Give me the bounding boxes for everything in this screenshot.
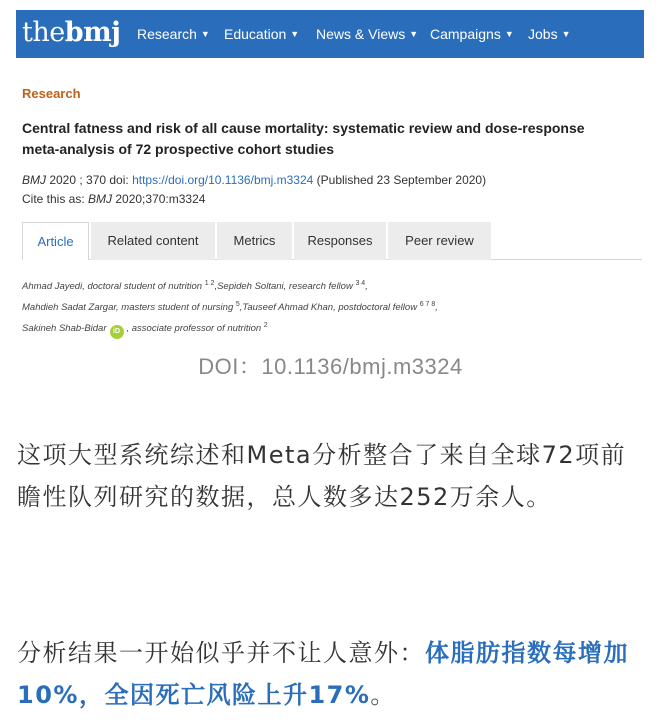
cite-as-line	[22, 191, 205, 207]
affiliation-ref[interactable]: 1 2	[204, 280, 215, 287]
chevron-down-icon: ▼	[409, 29, 419, 39]
chevron-down-icon: ▼	[561, 29, 571, 39]
citation-line	[22, 172, 486, 188]
top-navbar	[16, 10, 644, 58]
nav-research-label: Research	[137, 26, 197, 42]
chevron-down-icon: ▼	[504, 29, 514, 39]
logo-prefix: the	[22, 17, 65, 48]
affiliation-ref[interactable]: 3 4	[355, 280, 366, 287]
nav-jobs[interactable]	[528, 24, 571, 44]
tab-peer-review[interactable]: Peer review	[388, 222, 491, 260]
nav-campaigns[interactable]	[430, 24, 514, 44]
body-paragraph: 这项大型系统综述和Meta分析整合了来自全球72项前瞻性队列研究的数据，总人数多达252万余人。	[17, 441, 627, 511]
doi-link[interactable]: https://doi.org/10.1136/bmj.m3324	[132, 173, 314, 187]
author-name[interactable]: Ahmad Jayedi, doctoral student of nutrition	[22, 281, 203, 293]
affiliation-ref[interactable]: 2	[263, 322, 268, 330]
author-line	[22, 317, 438, 339]
author-name[interactable]: ,Tauseef Ahmad Khan, postdoctoral fellow	[239, 302, 418, 314]
logo-brand: bmj	[64, 17, 121, 48]
nav-research[interactable]	[137, 24, 210, 44]
cite-reference: 2020;370:m3324	[112, 192, 206, 206]
cite-prefix: Cite this as:	[22, 192, 89, 206]
nav-education-label: Education	[224, 26, 287, 42]
affiliation-ref[interactable]: 5	[235, 301, 240, 309]
nav-campaigns-label: Campaigns	[430, 26, 501, 42]
tab-related-content[interactable]: Related content	[91, 222, 215, 260]
nav-jobs-label: Jobs	[528, 26, 558, 42]
citation-volume: 2020 ; 370 doi:	[46, 173, 133, 187]
nav-education[interactable]	[224, 24, 299, 44]
author-name[interactable]: ,Sepideh Soltani, research fellow	[214, 281, 353, 293]
highlight-text: 体脂肪指数每增加10%，全因死亡风险上升17%	[17, 639, 629, 709]
nav-news-views[interactable]	[316, 24, 418, 44]
orcid-icon[interactable]: iD	[110, 325, 124, 339]
cite-journal: BMJ	[88, 192, 113, 206]
chevron-down-icon: ▼	[290, 29, 300, 39]
tab-responses[interactable]: Responses	[294, 222, 386, 260]
result-paragraph	[17, 632, 647, 716]
chevron-down-icon: ▼	[200, 29, 210, 39]
author-role: , associate professor of nutrition	[126, 323, 262, 335]
journal-name: BMJ	[22, 173, 46, 187]
image-caption: DOI：10.1136/bmj.m3324	[198, 354, 463, 379]
bmj-article-screenshot	[16, 10, 644, 345]
author-line: Ahmad Jayedi, doctoral student of nutrition $^{1 2}$,Sepideh Soltani, research fellow $^{3 4}$,	[22, 280, 368, 293]
article-tabs	[22, 222, 642, 260]
author-line: Mahdieh Sadat Zargar, masters student of nursing $^5$,Tauseef Ahmad Khan, postdoctoral fellow $^{6 7 8}$,	[22, 301, 438, 314]
tab-article[interactable]: Article	[22, 222, 89, 260]
author-name[interactable]: Mahdieh Sadat Zargar, masters student of nursing	[22, 302, 234, 314]
nav-news-views-label: News & Views	[316, 26, 406, 42]
result-end: 。	[370, 681, 396, 709]
bmj-logo[interactable]	[22, 16, 120, 50]
author-list	[22, 275, 438, 339]
author-name[interactable]: Sakineh Shab-Bidar	[22, 323, 107, 335]
section-label: Research	[22, 86, 81, 101]
published-date: (Published 23 September 2020)	[313, 173, 487, 187]
result-text: 分析结果一开始似乎并不让人意外：	[17, 639, 425, 667]
affiliation-ref[interactable]: 6 7 8	[419, 301, 436, 309]
tab-metrics[interactable]: Metrics	[217, 222, 292, 260]
article-title: Central fatness and risk of all cause mortality: systematic review and dose-response meta-analysis of 72 prospective cohort studies	[22, 120, 585, 157]
